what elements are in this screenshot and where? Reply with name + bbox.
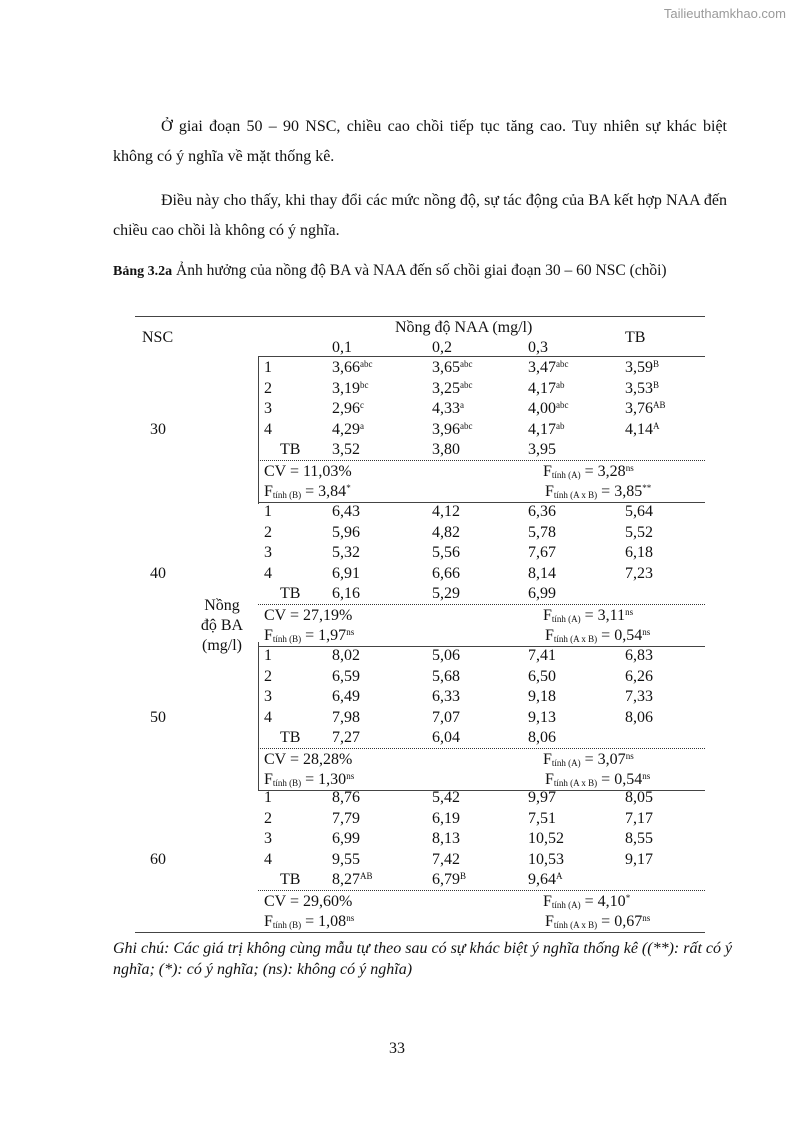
cell-value: 6,66 bbox=[432, 564, 460, 582]
table-cell bbox=[528, 358, 569, 378]
table-cell bbox=[625, 399, 666, 419]
tb-label: TB bbox=[280, 585, 301, 602]
f-significance: ** bbox=[642, 483, 652, 493]
table-cell bbox=[332, 788, 360, 808]
cell-value: 8,02 bbox=[332, 647, 360, 664]
f-symbol: F bbox=[543, 751, 552, 768]
table-cell bbox=[432, 687, 460, 707]
table-cell bbox=[625, 687, 653, 707]
header-naa-level: 0,2 bbox=[432, 339, 452, 356]
f-subscript: tính (A) bbox=[551, 758, 581, 768]
ba-level: 1 bbox=[264, 359, 272, 376]
significance-letter: ab bbox=[556, 420, 565, 431]
header-nsc: NSC bbox=[142, 329, 174, 346]
ba-label-line: (mg/l) bbox=[202, 637, 242, 654]
cell-value: 6,99 bbox=[332, 830, 360, 847]
cell-value: 4,00 bbox=[528, 400, 556, 417]
f-symbol: F bbox=[545, 627, 554, 644]
cell-value: 4,29 bbox=[332, 420, 360, 438]
f-symbol: F bbox=[543, 893, 552, 910]
cell-value: 9,18 bbox=[528, 688, 556, 705]
table-cell bbox=[625, 502, 653, 522]
f-stat-b bbox=[264, 912, 354, 932]
table-cell bbox=[432, 543, 460, 563]
caption-text: Ảnh hưởng của nồng độ BA và NAA đến số chồi giai đoạn 30 – 60 NSC (chồi) bbox=[172, 262, 667, 279]
cell-value: 3,80 bbox=[432, 441, 460, 458]
tb-cell bbox=[432, 440, 460, 460]
f-value: = 3,07 bbox=[580, 751, 626, 768]
table-cell bbox=[625, 379, 659, 399]
header-naa: Nồng độ NAA (mg/l) bbox=[395, 319, 533, 336]
cell-value: 10,52 bbox=[528, 830, 564, 847]
f-significance: ns bbox=[642, 913, 651, 923]
ba-level: 3 bbox=[264, 400, 272, 417]
f-subscript: tính (B) bbox=[272, 490, 302, 500]
table-cell bbox=[528, 708, 556, 728]
f-value: = 1,30 bbox=[301, 771, 347, 788]
cell-value: 5,68 bbox=[432, 667, 460, 685]
cell-value: 8,13 bbox=[432, 830, 460, 847]
cell-value: 3,95 bbox=[528, 441, 556, 458]
significance-letter: B bbox=[460, 871, 467, 881]
table-cell bbox=[432, 420, 473, 440]
nsc-value: 50 bbox=[150, 709, 166, 726]
cell-value: 9,17 bbox=[625, 850, 653, 868]
f-stat-b bbox=[264, 626, 354, 646]
table-caption bbox=[113, 262, 667, 280]
significance-letter: abc bbox=[460, 359, 473, 369]
f-value: = 3,11 bbox=[580, 607, 626, 624]
tb-cell bbox=[432, 728, 460, 748]
significance-letter: abc bbox=[460, 379, 473, 390]
significance-letter: AB bbox=[653, 400, 666, 410]
table-cell bbox=[528, 850, 564, 870]
table-cell bbox=[332, 502, 360, 522]
f-symbol: F bbox=[264, 627, 273, 644]
ba-level: 3 bbox=[264, 544, 272, 561]
cv-value: CV = 28,28% bbox=[264, 751, 353, 768]
table-vertical-rule bbox=[258, 356, 259, 504]
f-symbol: F bbox=[264, 483, 273, 500]
tb-cell bbox=[332, 728, 360, 748]
tb-label: TB bbox=[280, 729, 301, 746]
table-cell bbox=[332, 420, 364, 440]
table-cell bbox=[432, 379, 473, 399]
f-symbol: F bbox=[545, 913, 554, 930]
cell-value: 5,32 bbox=[332, 544, 360, 561]
cell-value: 6,18 bbox=[625, 544, 653, 561]
f-significance: ns bbox=[642, 771, 651, 781]
cell-value: 7,17 bbox=[625, 809, 653, 827]
f-significance: ns bbox=[642, 627, 651, 637]
cell-value: 6,59 bbox=[332, 667, 360, 685]
nsc-value: 60 bbox=[150, 851, 166, 868]
ba-level: 2 bbox=[264, 523, 272, 541]
f-significance: ns bbox=[625, 463, 634, 473]
significance-letter: B bbox=[653, 379, 660, 390]
ba-level: 1 bbox=[264, 503, 272, 520]
table-cell bbox=[528, 564, 556, 584]
table-cell bbox=[528, 543, 556, 563]
table-cell bbox=[528, 502, 556, 522]
cell-value: 6,99 bbox=[528, 585, 556, 602]
table-cell bbox=[432, 502, 460, 522]
tb-cell bbox=[332, 870, 373, 890]
caption-label: Bảng 3.2a bbox=[113, 264, 173, 279]
cell-value: 4,17 bbox=[528, 379, 556, 397]
f-value: = 0,54 bbox=[597, 627, 643, 644]
table-cell bbox=[432, 564, 460, 584]
tb-cell bbox=[332, 584, 360, 604]
cell-value: 4,33 bbox=[432, 400, 460, 417]
tb-cell bbox=[528, 584, 556, 604]
f-symbol: F bbox=[545, 483, 554, 500]
f-value: = 3,28 bbox=[580, 463, 626, 480]
f-symbol: F bbox=[545, 771, 554, 788]
cell-value: 4,82 bbox=[432, 523, 460, 541]
cv-value: CV = 11,03% bbox=[264, 463, 352, 480]
table-note: Ghi chú: Các giá trị không cùng mẫu tự theo sau có sự khác biệt ý nghĩa thống kê ((**): rất có ý nghĩa; (*): có ý nghĩa; (ns): không có ý nghĩa) bbox=[113, 940, 733, 978]
cell-value: 5,64 bbox=[625, 503, 653, 520]
cell-value: 5,78 bbox=[528, 523, 556, 541]
table-cell bbox=[528, 788, 556, 808]
significance-letter: abc bbox=[460, 420, 473, 431]
cell-value: 8,76 bbox=[332, 789, 360, 806]
f-subscript: tính (B) bbox=[272, 778, 302, 788]
f-subscript: tính (A x B) bbox=[553, 920, 598, 930]
header-rule bbox=[258, 356, 705, 357]
ba-level: 2 bbox=[264, 379, 272, 397]
table-cell bbox=[332, 809, 360, 829]
cell-value: 5,52 bbox=[625, 523, 653, 541]
table-cell bbox=[528, 667, 556, 687]
ba-level: 2 bbox=[264, 809, 272, 827]
cell-value: 8,05 bbox=[625, 789, 653, 806]
cell-value: 3,25 bbox=[432, 379, 460, 397]
header-tb: TB bbox=[625, 329, 646, 346]
significance-letter: abc bbox=[556, 400, 569, 410]
table-cell bbox=[528, 399, 569, 419]
table-cell bbox=[625, 829, 653, 849]
cell-value: 6,83 bbox=[625, 647, 653, 664]
f-value: = 1,97 bbox=[301, 627, 347, 644]
page-number: 33 bbox=[389, 1040, 405, 1057]
f-significance: ns bbox=[346, 627, 355, 637]
tb-separator-rule bbox=[258, 748, 705, 749]
cell-value: 9,55 bbox=[332, 850, 360, 868]
significance-letter: bc bbox=[360, 379, 369, 390]
table-top-rule bbox=[135, 316, 705, 317]
cell-value: 7,42 bbox=[432, 850, 460, 868]
table-cell bbox=[625, 788, 653, 808]
cell-value: 3,19 bbox=[332, 379, 360, 397]
f-stat-ab bbox=[545, 626, 650, 646]
nsc-value: 40 bbox=[150, 565, 166, 582]
table-cell bbox=[528, 379, 565, 399]
f-value: = 0,67 bbox=[597, 913, 643, 930]
table-cell bbox=[625, 708, 653, 728]
table-cell bbox=[332, 646, 360, 666]
tb-cell bbox=[528, 870, 563, 890]
tb-label: TB bbox=[280, 441, 301, 458]
significance-letter: abc bbox=[360, 359, 373, 369]
cell-value: 5,56 bbox=[432, 544, 460, 561]
table-cell bbox=[332, 850, 360, 870]
cell-value: 6,26 bbox=[625, 667, 653, 685]
cell-value: 8,06 bbox=[528, 729, 556, 746]
cell-value: 3,59 bbox=[625, 359, 653, 376]
ba-level: 2 bbox=[264, 667, 272, 685]
table-cell bbox=[332, 358, 373, 378]
table-cell bbox=[625, 420, 660, 440]
header-naa-level: 0,1 bbox=[332, 339, 352, 356]
cell-value: 7,79 bbox=[332, 809, 360, 827]
cell-value: 4,14 bbox=[625, 420, 653, 438]
table-cell bbox=[528, 420, 565, 440]
tb-cell bbox=[432, 584, 460, 604]
f-subscript: tính (A x B) bbox=[553, 778, 598, 788]
cell-value: 3,96 bbox=[432, 420, 460, 438]
f-subscript: tính (A) bbox=[551, 900, 581, 910]
cell-value: 3,53 bbox=[625, 379, 653, 397]
table-cell bbox=[432, 523, 460, 543]
ba-level: 4 bbox=[264, 420, 272, 438]
cell-value: 4,17 bbox=[528, 420, 556, 438]
cell-value: 7,07 bbox=[432, 708, 460, 726]
cell-value: 5,96 bbox=[332, 523, 360, 541]
ba-level: 4 bbox=[264, 850, 272, 868]
f-stat-a bbox=[543, 462, 634, 482]
f-significance: * bbox=[346, 483, 351, 493]
table-cell bbox=[432, 788, 460, 808]
ba-level: 4 bbox=[264, 708, 272, 726]
cell-value: 7,41 bbox=[528, 647, 556, 664]
table-cell bbox=[332, 687, 360, 707]
table-cell bbox=[332, 829, 360, 849]
cell-value: 3,76 bbox=[625, 400, 653, 417]
f-symbol: F bbox=[543, 463, 552, 480]
table-cell bbox=[332, 564, 360, 584]
f-symbol: F bbox=[264, 771, 273, 788]
cell-value: 8,55 bbox=[625, 830, 653, 847]
f-significance: ns bbox=[346, 771, 355, 781]
cv-value: CV = 29,60% bbox=[264, 893, 353, 910]
cell-value: 5,06 bbox=[432, 647, 460, 664]
table-cell bbox=[332, 708, 360, 728]
table-cell bbox=[432, 850, 460, 870]
f-significance: ns bbox=[625, 751, 634, 761]
table-cell bbox=[332, 399, 364, 419]
cell-value: 6,43 bbox=[332, 503, 360, 520]
cell-value: 7,98 bbox=[332, 708, 360, 726]
cell-value: 3,52 bbox=[332, 441, 360, 458]
table-cell bbox=[432, 829, 460, 849]
table-cell bbox=[625, 850, 653, 870]
paragraph-1: Ở giai đoạn 50 – 90 NSC, chiều cao chồi tiếp tục tăng cao. Tuy nhiên sự khác biệt không có ý nghĩa về mặt thống kê. bbox=[113, 118, 727, 165]
f-stat-a bbox=[543, 892, 630, 912]
table-cell bbox=[625, 564, 653, 584]
f-subscript: tính (B) bbox=[272, 634, 302, 644]
table-cell bbox=[332, 379, 369, 399]
tb-cell bbox=[332, 440, 360, 460]
header-naa-level: 0,3 bbox=[528, 339, 548, 356]
significance-letter: A bbox=[556, 871, 563, 881]
table-cell bbox=[528, 829, 564, 849]
f-subscript: tính (A x B) bbox=[553, 634, 598, 644]
ba-label-line: độ BA bbox=[200, 617, 244, 634]
tb-separator-rule bbox=[258, 460, 705, 461]
table-vertical-rule bbox=[258, 642, 259, 790]
watermark: Tailieuthamkhao.com bbox=[663, 6, 786, 21]
paragraph-2: Điều này cho thấy, khi thay đổi các mức nồng độ, sự tác động của BA kết hợp NAA đến chiều cao chồi là không có ý nghĩa. bbox=[113, 192, 727, 239]
cell-value: 5,29 bbox=[432, 585, 460, 602]
significance-letter: A bbox=[653, 420, 660, 431]
cell-value: 7,33 bbox=[625, 688, 653, 705]
ba-level: 1 bbox=[264, 789, 272, 806]
tb-cell bbox=[528, 440, 556, 460]
table-cell bbox=[625, 358, 659, 378]
cell-value: 4,12 bbox=[432, 503, 460, 520]
tb-cell bbox=[432, 870, 466, 890]
cell-value: 6,49 bbox=[332, 688, 360, 705]
significance-letter: ab bbox=[556, 379, 565, 390]
cell-value: 6,79 bbox=[432, 871, 460, 888]
table-cell bbox=[528, 687, 556, 707]
f-significance: * bbox=[625, 893, 631, 903]
table-cell bbox=[432, 646, 460, 666]
f-value: = 3,84 bbox=[301, 483, 347, 500]
cell-value: 8,14 bbox=[528, 564, 556, 582]
table-cell bbox=[332, 543, 360, 563]
table-cell bbox=[625, 646, 653, 666]
f-stat-a bbox=[543, 750, 634, 770]
f-stat-ab bbox=[545, 482, 651, 502]
table-cell bbox=[432, 667, 460, 687]
table-cell bbox=[528, 646, 556, 666]
significance-letter: a bbox=[460, 400, 464, 410]
cell-value: 9,97 bbox=[528, 789, 556, 806]
ba-level: 3 bbox=[264, 830, 272, 847]
ba-axis-label bbox=[194, 596, 250, 656]
f-value: = 0,54 bbox=[597, 771, 643, 788]
significance-letter: a bbox=[360, 420, 364, 431]
cell-value: 6,04 bbox=[432, 729, 460, 746]
f-value: = 1,08 bbox=[301, 913, 347, 930]
cell-value: 6,91 bbox=[332, 564, 360, 582]
cell-value: 2,96 bbox=[332, 400, 360, 417]
table-cell bbox=[432, 399, 464, 419]
f-symbol: F bbox=[264, 913, 273, 930]
f-value: = 4,10 bbox=[580, 893, 626, 910]
table-cell bbox=[625, 809, 653, 829]
f-subscript: tính (A) bbox=[551, 614, 581, 624]
cell-value: 6,19 bbox=[432, 809, 460, 827]
table-cell bbox=[432, 809, 460, 829]
ba-level: 4 bbox=[264, 564, 272, 582]
tb-cell bbox=[528, 728, 556, 748]
table-cell bbox=[625, 523, 653, 543]
cell-value: 3,65 bbox=[432, 359, 460, 376]
f-stat-ab bbox=[545, 912, 650, 932]
table-cell bbox=[528, 809, 556, 829]
cell-value: 7,23 bbox=[625, 564, 653, 582]
table-cell bbox=[432, 358, 473, 378]
f-significance: ns bbox=[346, 913, 355, 923]
ba-label-line: Nồng bbox=[204, 597, 240, 614]
f-subscript: tính (B) bbox=[272, 920, 302, 930]
cell-value: 6,33 bbox=[432, 688, 460, 705]
table-cell bbox=[528, 523, 556, 543]
nsc-value: 30 bbox=[150, 421, 166, 438]
tb-separator-rule bbox=[258, 604, 705, 605]
table-cell bbox=[625, 667, 653, 687]
cell-value: 9,13 bbox=[528, 708, 556, 726]
f-stat-b bbox=[264, 770, 354, 790]
ba-level: 3 bbox=[264, 688, 272, 705]
cell-value: 9,64 bbox=[528, 871, 556, 888]
table-cell bbox=[625, 543, 653, 563]
cell-value: 7,67 bbox=[528, 544, 556, 561]
cell-value: 7,27 bbox=[332, 729, 360, 746]
cell-value: 6,50 bbox=[528, 667, 556, 685]
cell-value: 6,36 bbox=[528, 503, 556, 520]
ba-level: 1 bbox=[264, 647, 272, 664]
f-significance: ns bbox=[625, 607, 634, 617]
table-bottom-rule bbox=[135, 932, 705, 933]
significance-letter: c bbox=[360, 400, 364, 410]
table-cell bbox=[432, 708, 460, 728]
f-stat-b bbox=[264, 482, 351, 502]
f-subscript: tính (A x B) bbox=[553, 490, 598, 500]
f-symbol: F bbox=[543, 607, 552, 624]
significance-letter: AB bbox=[360, 871, 373, 881]
cell-value: 10,53 bbox=[528, 850, 564, 868]
cell-value: 8,27 bbox=[332, 871, 360, 888]
f-stat-ab bbox=[545, 770, 650, 790]
cell-value: 3,47 bbox=[528, 359, 556, 376]
tb-separator-rule bbox=[258, 890, 705, 891]
f-subscript: tính (A) bbox=[551, 470, 581, 480]
cell-value: 6,16 bbox=[332, 585, 360, 602]
f-stat-a bbox=[543, 606, 633, 626]
cell-value: 5,42 bbox=[432, 789, 460, 806]
table-cell bbox=[332, 523, 360, 543]
cell-value: 7,51 bbox=[528, 809, 556, 827]
cell-value: 8,06 bbox=[625, 708, 653, 726]
cv-value: CV = 27,19% bbox=[264, 607, 353, 624]
significance-letter: B bbox=[653, 359, 660, 369]
tb-label: TB bbox=[280, 871, 301, 888]
significance-letter: abc bbox=[556, 359, 569, 369]
table-cell bbox=[332, 667, 360, 687]
f-value: = 3,85 bbox=[597, 483, 643, 500]
cell-value: 3,66 bbox=[332, 359, 360, 376]
